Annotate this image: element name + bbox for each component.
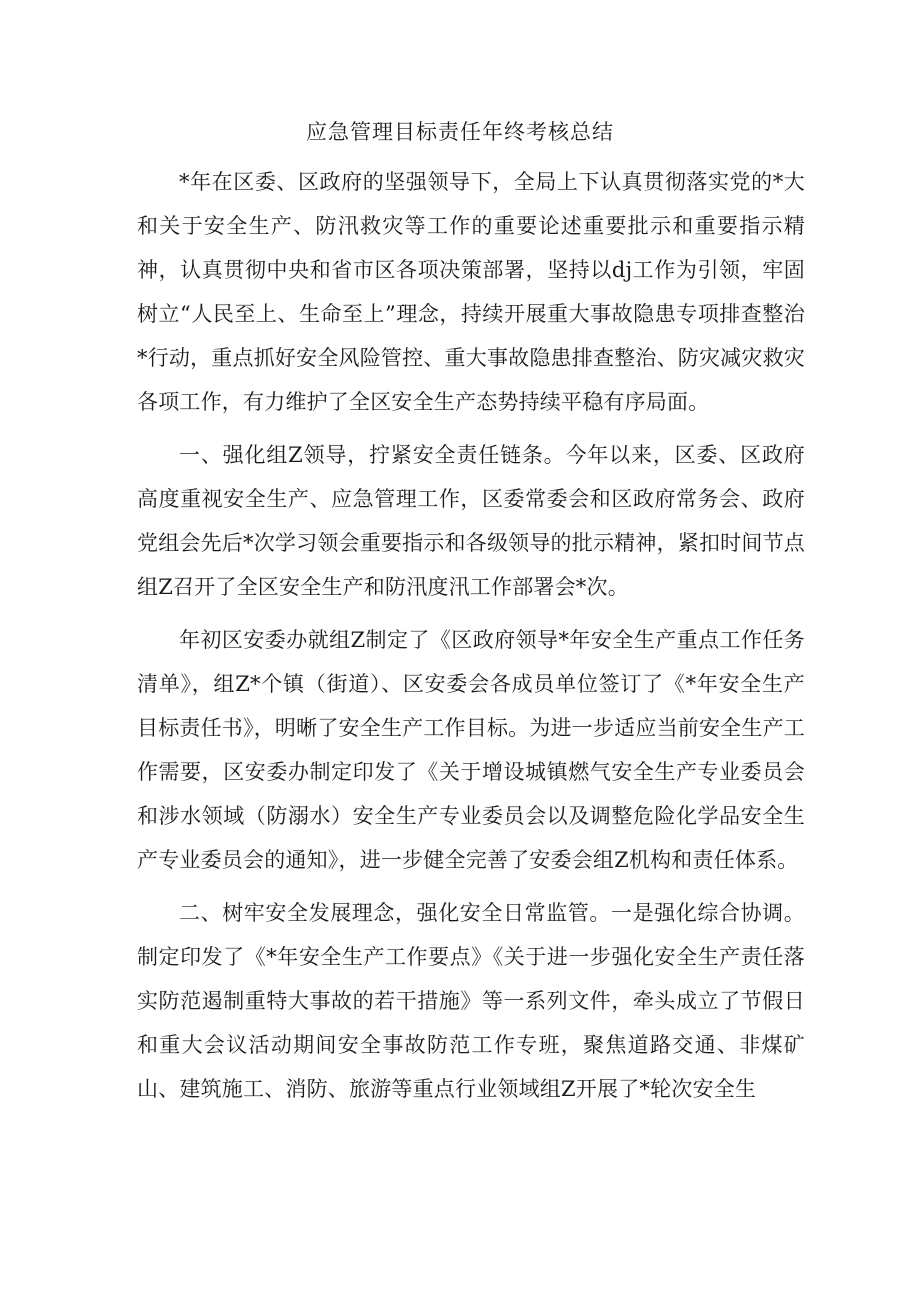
paragraph-section-one: 一、强化组Z领导，拧紧安全责任链条。今年以来，区委、区政府高度重视安全生产、应急管理工作，区委常委会和区政府常务会、政府党组会先后*次学习领会重要指示和各级领导的批示精神，紧扣时间节点组Z召开了全区安全生产和防汛度汛工作部署会*次。	[137, 443, 805, 599]
document-body	[137, 160, 805, 1111]
paragraph-intro: *年在区委、区政府的坚强领导下，全局上下认真贯彻落实党的*大和关于安全生产、防汛救灾等工作的重要论述重要批示和重要指示精神，认真贯彻中央和省市区各项决策部署，坚持以dj工作为引领，牢固树立“人民至上、生命至上”理念，持续开展重大事故隐患专项排查整治*行动，重点抓好安全风险管控、重大事故隐患排查整治、防灾减灾救灾各项工作，有力维护了全区安全生产态势持续平稳有序局面。	[137, 170, 805, 414]
paragraph-section-two: 二、树牢安全发展理念，强化安全日常监管。一是强化综合协调。制定印发了《*年安全生产工作要点》《关于进一步强化安全生产责任落实防范遏制重特大事故的若干措施》等一系列文件，牵头成立了节假日和重大会议活动期间安全事故防范工作专班，聚焦道路交通、非煤矿山、建筑施工、消防、旅游等重点行业领域组Z开展了*轮次安全生	[137, 901, 805, 1101]
paragraph-responsibility: 年初区安委办就组Z制定了《区政府领导*年安全生产重点工作任务清单》，组Z*个镇（街道）、区安委会各成员单位签订了《*年安全生产目标责任书》，明晰了安全生产工作目标。为进一步适应当前安全生产工作需要，区安委办制定印发了《关于增设城镇燃气安全生产专业委员会和涉水领域（防溺水）安全生产专业委员会以及调整危险化学品安全生产专业委员会的通知》，进一步健全完善了安委会组Z机构和责任体系。	[137, 628, 805, 872]
document-title: 应急管理目标责任年终考核总结	[306, 120, 614, 144]
